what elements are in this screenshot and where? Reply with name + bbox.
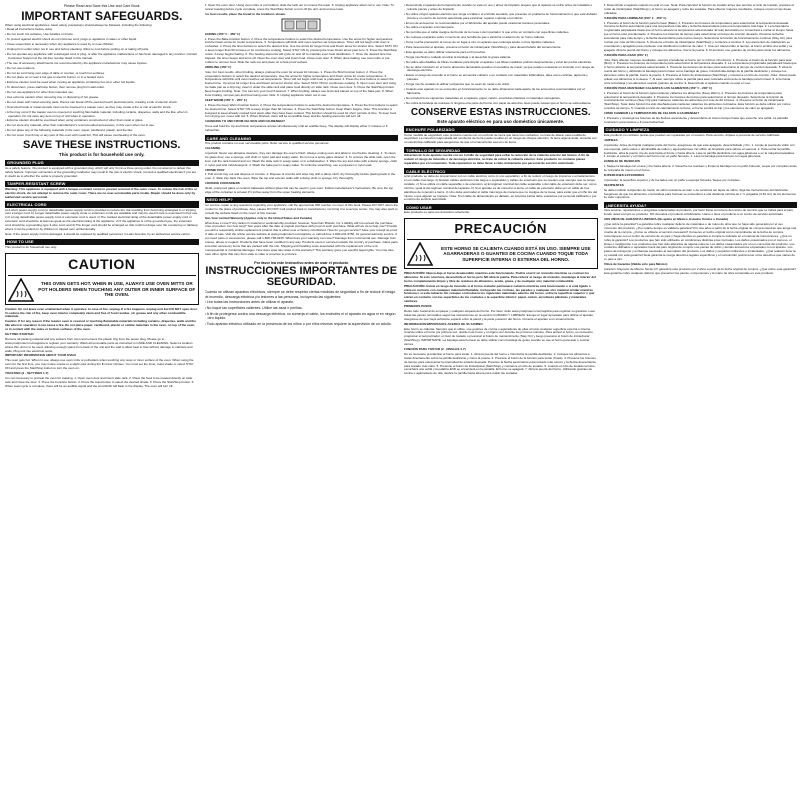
section-heading: CRUMB TRAY [204,167,225,172]
section-text: Para servicio, reparaciones o preguntas relacionadas al producto, por favor llame al número del centro de servicio que se indica para el país donde usted compró su producto. NO devuelva el producto al fabricante. Llame o lleve el producto a un centro de servicio autorizado. [603,208,793,217]
section-heading: PRIMEROS PASOS [404,304,432,309]
caution-note: Caution: Do not leave oven unattended when it operates. In case of fire, unplug. If a fire happens, unplug unit but DO NOT open door. To reduce the risk of fire, keep oven interior completely clean and free of food residue, oil, grease and any other combustible materials. [5,306,198,319]
section-text: As a safety feature, this product is equipped with a grounded plug, which will only fit into a three-prong outlet. Do not attempt to defeat this safety feature. Improper connection of the grounding conductor may result in the risk of electric shock. Consult a qualified electrician if you are in doubt as to whether the outlet is properly grounded. [5,165,197,178]
precaucion-text: ESTE HORNO SE CALIENTA CUANDO ESTÁ EN USO. SIEMPRE USE AGARRADERAS O GUANTES DE COCINA CUANDO TOQUE TODA SUPERFICIE INTERNA O EXTERNA DEL HORNO. [440,245,591,262]
section-heading: CABLE ELÉCTRICO [404,168,598,174]
section-heading: FUNCIÓN PARA MANTENER CALIENTES LOS ALIMENTOS (150° F - 200° F) [603,85,713,90]
list-item: • Do not use outdoors. [5,65,36,70]
save-title: SAVE THESE INSTRUCTIONS. [23,138,181,151]
column-english-use [205,4,399,798]
section-text: Este producto no contiene piezas que puedan ser reparadas por el usuario. Para servicio, diríjase a personal de servicio calificado. [603,132,781,137]
save-subtitle: This product is for household use only. [58,151,145,157]
section-heading: CHANGING TO AND FROM CELSIUS AND FAHRENHEIT [204,119,285,124]
section-heading: CARE AND CLEANING [205,135,399,141]
section-heading: TOASTING (2 - SETTINGS 1-7) [5,371,49,376]
safeguards-title: IMPORTANT SAFEGUARDS. [21,8,183,23]
column-spanish-use [604,4,798,798]
list-item: • Do not clean with metal scouring pads. Pieces can break off the pad and touch electrical parts, creating a risk of electric shock. [5,99,178,104]
section-heading: BROILING (450° F) [204,64,232,69]
precaucion-title: PRECAUCIÓN [454,221,547,237]
section-heading: KEEP WARM (150° F - 200° F) [204,97,247,102]
section-text: 1. Pull crumb tray out and dispose of crumbs. 2. Dispose of crumbs and wipe tray with a damp cloth; dry thoroughly before placing back in the oven. 3. Slide tray back into oven. Wipe the top and exterior walls with a damp cloth or sponge. Dry thoroughly. [204,172,396,181]
section-heading: ENCHUFE POLARIZADO [404,126,598,132]
section-heading: CLEANING [204,146,221,151]
section-heading: SUPERFICIES EXTERIORES [603,172,645,177]
list-item: • Tenga mucho cuidado al utilizar recipientes que no sean de metal o de vidrio. [404,82,511,87]
section-text: Metal, ovenproof glass or ceramic bakeware without glass lids can be used in your oven. Follow manufacturer's instructions. Be sure the top edge of the container is at least 1½ inches away from the upper heating elements. [204,186,394,194]
list-item: • No utilice el aparato a la intemperie. [404,25,455,30]
section-text: Remove all packing material and any stickers from oven and remove the plastic ring from the power plug. Please go to www.prodprotect.com/applica to register your warranty. Wash all removable parts as instructed in CARE AND CLEANING. Select a location where this unit is to be used, allowing enough space from back of the unit and the wall to allow heat to flow without damage to cabinets and walls. Plug unit into electrical outlet. [5,336,193,353]
spanish-note: Por favor lea este instructivo antes de usar el producto [254,260,349,265]
list-item: • A fire may occur if the toaster oven is covered or touching flammable material, including curtains, draperies, walls and the like, when in operation. Do not store any item on top of unit when in operation. [5,109,188,118]
tip-text: For best results, place the bread in the locations shown. [204,11,286,16]
section-heading: Póliza de Garantía (Válida sólo para México) [603,261,668,266]
section-text: Advertencia: Este aparato cuenta con un tornillo de seguridad para evitar la remoción de la cubierta exterior del mismo. A fin de reducir el riesgo de incendio o de descarga eléctrica, no trate de retirar la cubierta exterior. Este producto no contiene piezas reparables por el consumidor. Toda reparación se debe llevar a cabo únicamente por personal de servicio autorizado. [404,153,590,166]
section-text: 1. Presione y sostenga los botones de las flechas ascendente y descendente al mismo tiempo hasta que escuche una señal. La pantalla mostrará C para Celsius o F para Fahrenheit. [603,116,788,124]
section-heading: IMPORTANT INFORMATION ABOUT YOUR OVEN [5,353,76,358]
section-heading: RECIPIENTES [603,182,624,187]
section-heading: TAMPER-RESISTANT SCREW [5,181,199,187]
section-text: No es necesario precalentar el horno para tostar. 1. Abra la puerta del horno e introduzca la parrilla deslizante. 2. Coloque los alimentos a tostar directamente sobre la parrilla deslizante y cierre la puerta. 3. Presione el botón de la función para tostar (Toast). 4. Presione los botones de tiempo para seleccionar la intensidad de tostado deseada. Presione la flecha ascendente para tostado más oscuro y la flecha descendente para tostado más claro. 5. Presione el botón de iniciar/parar (Start/Stop) y comience el ciclo de tostado. 6. Cuando el ciclo de tostado termine, escuchará una señal y la palabra END se encenderá en la pantalla. El horno se apagará. 7. Abra la puerta del horno. Utilizando guantes de cocina o agarraderas de olla, deslice la parrilla hacia afuera para retirar las tostadas. [404,351,596,376]
list-item: • Do not store any material, other than manufacturer's recommended accessories, in this oven when not in use. [5,123,155,128]
list-item: • Do not place any of the following materials in the oven: paper, cardboard, plastic, and the like. [5,128,134,133]
list-item: • Do not touch hot surfaces. Use handles or knobs. [5,32,74,37]
caution-note: Caution: If for any reason if the toaster oven is covered or touching flammable materials including curtains, draperies, walls and the like when in operation it can cause a fire. Do not place paper, cardboard, plastic or similar materials in the oven, on top of the oven, or in contact with the sides or bottom surfaces of the oven. [5,319,196,332]
list-item: • Do not let cord hang over edge of table or counter, or touch hot surfaces. [5,70,105,75]
safeguards-list [5,28,199,137]
section-text: Este horno se calienta. Siempre que lo utilice, use guantes de cocina o agarraderas de ollas al tocar cualquier superficie externa o interna. Cuando utilice el horno por primera vez, quizás note humo y un ligero olor durante los primeros minutos. Para activar el horno, es necesario programar el temporizador, el nivel de tostado o presionar el botón de mantenimiento (Stay On) y luego presionar el botón de iniciar/parar (Start/Stop). IMPORTANTE: La bandeja para hornear se debe utilizar como bandeja de goteo cuando se use el horno para asar o cocinar carnes. [404,326,593,347]
section-text: 1. Presione el botón de la función para mantener calientes los alimentos (Keep Warm). 2. Presione los botones de temperatura para seleccionar la temperatura deseada. 3. Presione los botones de tiempo para seleccionar el tiempo deseado. Seleccione la función de funcionamiento continuo (Stay On) para mantener calientes los alimentos por más de 60 minutos. 4. Presione el botón de iniciar/parar (Start/Stop). Nota: Esta función ha sido diseñada para mantener calientes los alimentos cocinados. Esta función se debe utilizar por cortos periodos de tiempo. 5. Cuando el ciclo de calentamiento termine, el horno emitirá un bip y los elementos de calor se apagarán. [603,90,791,111]
list-item: • Read all instructions before using. [5,27,53,32]
section-heading: BAKING (150° F - 450° F) [204,31,241,36]
section-heading: COMO CAMBIAR LA TEMPERATURA DE CELSIUS A FAHRENHEIT [603,111,700,116]
section-note: Note: If the power supply cord is damaged, it should be replaced by qualified personnel; in Latin America, by an authorized service center. [5,231,191,236]
section-text: For service, repair or any questions regarding your appliance, call the appropriate 800 number on cover of this book. Please DO NOT return the product to the place of purchase. Also, please DO NOT mail product back to manufacturer, nor bring it to a service center. You may also want to consult the website listed on the cover of this manual. [204,202,398,215]
section-heading: BANDEJA DE RESIDUOS [603,159,640,164]
section-text: Importante: Antes de limpiar cualquier parte del horno, asegúrese de que esté apagado, desenchufado y frío. 1. Limpie la puerta de vidrio con una esponja, paño suave o almohadilla de nailon y agua jabonosa. No utilice un limpiador para vidrios en aerosol. 2. Para retirar la parrilla deslizante, abra la puerta, tire de ésta hacia el frente y hacia afuera. Lave la parrilla deslizante con agua jabonosa o en la máquina lavaplatos. 3. Limpie el exterior y el interior del horno con un paño húmedo. 4. Lave la bandeja para hornear con agua jabonosa. [603,142,796,159]
list-item: • Use extreme caution when removing tray or disposing of hot grease. [5,94,100,99]
section-text: This oven gets hot. When in use, always use oven mitts or potholders when touching any outer or inner surface of the oven. When using the oven for the first time, you may notice smoke or a slight odor during the first few minutes. You must set the timer, toast shade or select STAY ON and press the Start/Stop button to turn the oven on. [5,358,194,371]
hot-surface-icon [8,278,34,302]
top-note: Please Read and Save this Use and Care Book [63,4,140,8]
list-item: • No permita que el cable cuelgue del borde de la mesa o del mostrador ni que entre en contacto con superficies calientes. [404,30,570,35]
section-heading: NEED HELP? [205,197,399,203]
section-heading: DOS AÑOS DE GARANTÍA LIMITADA (No aplica en México, Estados Unidos o Canadá) [603,217,728,222]
column-spanish-safety [404,4,598,798]
list-item: • Extreme caution must be used when moving an appliance containing hot oil or other hot liquids. [5,80,136,85]
section-heading: COMO USAR [404,204,598,210]
section-text: It is not necessary to preheat the oven for toasting. 1. Open oven door and insert slide rack. 2. Place the food to be toasted directly on slide rack and close the door. 3. Press the Function button. 4. Press the toast button to select the desired shade. 5. Press the Start/Stop button. 6. When toast cycle is complete, there will be an audible signal and the word END will flash in the display. The oven will turn off. [5,375,195,388]
list-item: • Close supervision is necessary when any appliance is used by or near children. [5,42,114,47]
safeguards-intro: When using electrical appliances, basic safety precautions should always be followed, including the following: [5,22,153,27]
list-item: • Do not operate any appliance with a damaged cord or plug, or after the appliance malfunctions or has been damaged in any manner. Contact Consumer Support at the toll-free number listed in this manual. [5,51,197,60]
section-heading: GROUNDED PLUG [5,160,199,166]
caution-title: CAUTION [68,255,136,272]
column-english-safety [5,4,199,798]
conserve-title: CONSERVE ESTAS INSTRUCCIONES. [410,106,591,118]
list-item: • To protect against electric shock do not immerse cord, plugs or appliance in water or other liquid. [5,37,137,42]
section-text: a) El producto se debe de proporcionar con un cable eléctrico corto (o uno separable), a fin de reducir el riesgo de tropiezos o enredamientos en un cable más largo. b) Existen cables eléctricos más largos o separables y cables de extensión que se pueden usar siempre que se tenga cuidado. c) Si se utiliza un cable separable o de extensión, a) El régimen nominal del cable separable o del cable de extensión debe ser, como mínimo, igual al del régimen nominal del aparato. b) Si el aparato es de conexión a tierra, el cable de extensión debe ser un cable de tres alambres de conexión a tierra. c) Uno debe acomodar el cable más largo de manera que no cuelgue de la mesa, para evitar que el niño tire del mismo o que alguien se tropiece. Nota: Si el cable de alimentación es dañado, en América Latina debe sustituirse por personal calificado o por el centro de servicio autorizado. [404,174,598,202]
list-item: • Lea todas las instrucciones antes de utilizar el aparato. [204,300,295,305]
caution-box [5,253,199,305]
section-text: Note: For best results, when broiling, always preheat the oven for at least 10 minutes. 1. Press the Broil function button. 2. Press the temperature buttons to select the desired temperature. Use the arrow for higher temperature and Down arrow for cooler temperature. 3. Temperature will blink until oven reaches set temperature. Timer will not begin until oven is preheated. 4. Press the time buttons to select the desired time. Up arrow for longer time and Down arrow for shorter time. Select STAY ON for continuous cooking. 5. Open oven door and using the bake pan as a drip tray, insert it under the slide rack and place food directly on slide rack. Close oven door. 6. Press the Start/Stop button. Beep begins broiling. Note: You can turn your food if desired. 7. When broiling, always use broil rack placed on top of the bake pan. 8. When done broiling, remove pan and food using oven mitts. 9. Unplug appliance when not in use. [204,69,397,98]
section-heading: FUNCIÓN PARA HORNEAR (150° F - 450° F) [603,15,667,20]
list-item: • No utilice ningún aparato eléctrico que tenga el cable o el enchufe averiado, que presente un problema de funcionamiento o que esté dañado. Acuda a un centro de servicio autorizado para examinar, reparar o ajustar el producto. [404,11,598,20]
section-heading: TORNILLO DE SEGURIDAD [404,147,598,153]
conserve-subtitle: Este aparato eléctrico es para uso doméstico únicamente. [437,118,565,124]
section-text: What does it cover? Any defect in material or workmanship provided; however, Spectrum Brands, Inc.'s liability will not exceed the purchase price of product. For how long? Two years after the date of original purchase with proof of such purchase. What will we do to help you? Provide you with a reasonably similar replacement product that is either new or factory refurbished. How do you get service? Save your receipt as proof of date of sale. Visit the online service website at www.prodprotect.com/applica, or call toll-free 1-800-231-9786, for general warranty service. If you need parts or accessories, please call 1-800-738-0245. What does your warranty not cover? Damage from commercial use. Damage from misuse, abuse or neglect. Products that have been modified in any way. Products used or serviced outside the country of purchase. Glass parts and other accessory items that are packed with the unit. Shipping and handling costs associated with the replacement of the unit. Consequential or incidental damages. How does state law relate to this warranty? This warranty gives you specific legal rights. You may also have other rights that vary from state to state or province to province. [204,220,398,256]
section-heading: FUNCIÓN PARA ASAR (450° F) [603,52,648,57]
list-item: • No coloque el aparato sobre ni cerca de una hornilla de gas o eléctrica ni adentro de un horno caliente. [404,35,545,40]
section-text: Importante: la superficie superior y de los lados son un paño o esponja húmeda. Seque por completo. [603,177,741,182]
list-item: • Do not use appliance for other than intended use. [5,90,74,95]
list-item: • Extreme caution should be exercised when using containers constructed of other than metal or glass. [5,118,144,123]
section-text: Press and hold the Up and Down temperature arrows simultaneously until an audible beep. The display will display either C Celsius or F Fahrenheit. [204,124,388,133]
section-text: Warning: This appliance is equipped with a tamper-resistant screw to prevent removal of the outer cover. To reduce the risk of fire or electric shock, do not attempt to remove the outer cover. There are no user-serviceable parts inside. Repair should be done only by authorized service personnel. [5,186,197,199]
section-heading: ¿NECESITA AYUDA? [604,202,798,208]
list-item: • Desenchufe el aparato del tomacorriente cuando no esté en uso y antes de limpiarlo. Espere que el aparato se enfríe antes de instalarle o retirarle piezas y antes de limpiarlo. [404,4,593,11]
section-heading: LIMPIEZA [603,137,618,142]
section-heading: GETTING STARTED [5,332,34,336]
list-item: • Tome mucha precaución al mover de un lugar a otro un aparato que contenga aceite u otros líquidos calientes. [404,40,556,45]
section-text: 5. Open the oven door. Using oven mitts or pot holders, slide the rack out to remove the toast. 6. Unplug appliance when not in use. Note: To cancel toasting before cycle complete, press the Start/Stop button to turn off the unit, and remove toast. [204,4,394,11]
list-item: • A fin de protegerse contra una descarga eléctrica, no sumerja el cable, los enchufes ni el aparato en agua ni en ningún otro líquido. [204,311,396,321]
section-text: 1. Press the Keep Warm function button. 2. Press the temperature buttons to select the desired temperature. 3. Press the time buttons to select the desired time. Select STAY ON to keep longer than 60 minutes. 4. Press the Start/Stop button. Keep Warm begins. Note: This function is designed to keep already cooked food warm after they have been cooked. This function should be used for short periods of time. To keep food from drying out, cover with foil. 5. When finished, there will be an audible beep and the heating elements will turn off. [204,102,398,119]
precaucion-box [404,218,598,269]
section-heading: Two-Year Limited Warranty (Applies only in the United States and Canada) [204,215,312,220]
section-text: a) A short power-supply cord (or detachable power-supply cord) is provided to reduce the risk resulting from becoming entangled in or tripping over a longer cord. b) Longer detachable power-supply cords or extension cords are available and may be used if care is exercised in their use. c) If a long detachable power-supply cord or extension cord is used: 1) The marked electrical rating of the detachable power-supply cord or extension cord should be at least as great as the electrical rating of the appliance; 2) If the appliance is of the grounded type, the extension cord should be a grounding-type 3-wire cord; and 3) The longer cord should be arranged so that it will not drape over the countertop or tabletop where it can be pulled on by children or tripped over unintentionally. [5,207,199,231]
list-item: • Do not place on or near a hot gas or electric burner, or in a heated oven. [5,75,105,80]
section-heading: FUNCIÓN PARA TOSTAR (2 - NIVELES 1-7) [404,347,466,352]
list-item: • Existe el riesgo de incendio si el horno se encuentra cubierto o en contacto con materiales inflamables, tales como cortinas, tapicería y paredes. [404,73,588,82]
list-item: • No toque las superficies calientes. Utilice las asas o perillas. [204,305,303,310]
section-heading: HOW TO USE [5,239,199,245]
section-text: This product contains no user serviceable parts. Refer service to qualified service personnel. [204,141,330,146]
list-item: • No se debe introducir en el horno alimentos demasiado grandes ni utensilios de metal, ya que pueden ocasionar un incendio o un riesgo de descarga eléctrica. [404,64,595,73]
caution-text: THIS OVEN GETS HOT. WHEN IN USE, ALWAYS USE OVEN MITTS OR POT HOLDERS WHEN TOUCHING ANY OUTER OR INNER SURFACE OF THE OVEN. [38,281,196,298]
toast-placement-icon [281,18,321,32]
list-item: • Do not cover crumb tray or any part of this oven with metal foil. This will cause overheating of the oven. [5,133,146,138]
section-text: Nota: Para obtener mejores resultados, siempre precaliente el horno por lo mínimo 10 minutos. 1. Presione el botón de la función para asar (Broil). 2. Presione los botones de temperatura para seleccionar la temperatura deseada. 3. La temperatura programada parpadeará hasta que el horno alcance la temperatura seleccionada. 4. Presione los botones de tiempo para seleccionar el tiempo de cocción deseado. 5. Abra la puerta del horno y utilizando la bandeja para hornear como bandeja de goteo, introdúzcala debajo de la parrilla deslizante y coloque los alimentos sobre la parrilla. Cierre la puerta. 6. Presione el botón de iniciar/parar (Start/Stop) y comience el ciclo de cocción. Nota: Usted puede voltear sus alimentos si lo desea. 7. Al asar, siempre utilice la parrilla para asar colocada encima de la bandeja para hornear. 8. Al terminar, retire la bandeja y los alimentos usando guantes de cocina. 9. Desenchufe el aparato cuando no esté en uso. [603,57,797,85]
section-text: Duración: Rayovac de México SA de CV garantiza este producto por 2 años a partir de la fecha original de compra. ¿Qué cubre esta garantía? Esta garantía cubre cualquier defecto que presenten las piezas, componentes y la mano de obra contenidas en este producto. [603,266,797,275]
list-item: • Este aparato se debe utilizar solamente para el fin previsto. [404,49,487,54]
precaucion-note: PRECAUCIÓN: Existe el riesgo de incendio si el horno tostador permanece cubierto mientras está funcionando o si está ligado o entra en contacto con cualquier material inflamable, incluyendo las cortinas, las paredes y cualquier otro material similar mientras funciona o si está cubierto. No coloque o introduzca los siguientes materiales adentro del horno, sobre la superficie superior o que entren en contacto con las superficies de los costados o la superficie inferior: papel, cartón, envolturas plásticas y materiales similares. [404,283,595,304]
list-item: • No introduzca los siguientes materiales en el aparato: papel, cartón, envolturas plásticas ni materiales semejantes. [404,95,561,100]
list-item: • Tenga muchísimo cuidado al retirar la bandeja o al desechar la grasa caliente. [404,54,512,59]
precaucion-note: PRECAUCIÓN: Nunca deje el horno desatendido mientras esté funcionando. Podría ocurrir un incendio mientras se cocinan los alimentos. Si esto ocurriera, desenchufe el horno pero NO abra la puerta. Para reducir el riesgo de incendio, mantenga el interior del horno completamente limpio y libre de residuos de alimentos, aceite, grasa, y de cualquier otro material combustible. [404,271,596,283]
list-item: • No cubra la bandeja de residuos ni ninguna otra parte del horno con papel de aluminio. Esto puede causar que el horno se sobrecaliente. [404,100,592,105]
section-heading: COOKING CONTAINERS [204,181,240,186]
section-text: 8. Desenchufe el aparato cuando no esté en uso. Nota: Para cancelar la función de tostado antes que termine el ciclo de tostado, presione el botón de iniciar/parar (Start/Stop) y el horno se apagará y retire las tostadas. Para obtener mejores resultados, coloque el pan en las áreas indicadas. [603,4,794,15]
list-item: • Todo aparato eléctrico utilizado en la presencia de los niños o por ellos mismos requiere la supervisión de un adulto. [204,321,392,326]
section-text: 1. Saque la bandeja con el asa y tire hacia afuera. 2. Deseche los residuos y limpie la bandeja con un paño húmedo; seque por completo antes de colocarla de nuevo en el horno. [603,164,797,173]
spanish-safeguards-title: INSTRUCCIONES IMPORTANTES DE SEGURIDAD. [205,265,398,289]
section-text: 1. Press the Bake function button. 2. Press the temperature buttons to select the desired temperature. Use the arrow for higher temperature and the Down arrow for cooler temperature. 3. Temperature will blink until oven reaches set temperature. Timer will not begin until oven is preheated. 4. Press the time buttons to select the desired time. Use the arrow for longer time and Down arrow for shorter time. Select STAY ON to keep longer than 60 minutes or for continuous cooking. Select STAY ON by pressing the timer Down arrow past zero. 5. Press the Start/Stop button. A beep begins baking. 6. The heating elements will cycle on and off to maintain even heat distribution. 7. Once the desired time has elapsed, the timer beeps and turns off. Open the oven door and insert food. Close oven door. 8. When done baking, use oven mitts or pot holders to remove food. Slide the rack out and place on a heat proof surface. [204,36,398,64]
section-heading: INFORMACIÓN IMPORTANTE ACERCA DE SU HORNO [404,321,483,326]
section-text: ¿Qué cubre la garantía? La garantía cubre cualquier defecto de materiales o de mano de obra que no haya sido generado por el uso incorrecto del producto. ¿Por cuánto tiempo es válida la garantía? Por dos años a partir de la fecha original de compra mientras que tenga una prueba de la compra. ¿Cómo se obtiene el servicio necesario? Conserve el recibo original como comprobante de la fecha de compra, comuníquese con el centro de servicio de su país y haga efectiva su garantía si cumple lo indicado en el manual de instrucciones. ¿Qué no cubre la garantía? Los productos que han sido utilizados en condiciones distintas a las normales. Los daños ocasionados por el mal uso, el abuso o negligencia. Los productos que han sido alterados de alguna manera. Los daños ocasionados por el uso comercial del producto. Los productos utilizados o reparados fuera del país original de compra. Las piezas de vidrio y demás accesorios empacados con el aparato. Los gastos de transporte y embarque asociados al reemplazo del producto. Los daños y perjuicios indirectos o incidentales. ¿Qué relación tiene la ley estatal con esta garantía? Esta garantía le otorga derechos legales específicos y el consumidor podría tener otros derechos que varían de un país a otro. [603,222,797,262]
list-item: • Para desconectar el aparato, presione el botón de iniciar/parar (Start/Stop) y para desenchufarlo del tomacorriente. [404,45,562,50]
section-heading: ELECTRICAL CORD [5,201,199,207]
list-item: • Cuando este aparato no se encuentre en funcionamiento no se debe almacenar nada aparte de los accesorios recomendados por el fabricante. [404,87,585,95]
list-item: • Unplug from outlet when not in use and before cleaning. Allow to cool before putting on or taking off parts. [5,47,150,52]
section-text: Como medida de seguridad, este producto cuenta con un enchufe de tierra que tiene tres contactos, no trate de alterar esta medida de seguridad. La conexión inapropiada del conductor de tierra puede resultar en un riesgo de choque eléctrico. Si tiene alguna duda, consulte con un electricista calificado para asegurarse de que el tomacorriente sea uno de tierra. [404,132,597,145]
list-item: • Oversized foods or metal utensils must not be inserted in a toaster oven, as they may create a fire or risk of electric shock. [5,104,172,109]
section-text: 1. Presione el botón de la función para hornear (Bake). 2. Presione los botones de temperatura para seleccionar la temperatura deseada. Presione la flecha ascendente para una temperatura más alta y la flecha descendente para una temperatura más baja. 3. La temperatura programada parpadeará hasta que el horno alcance la temperatura seleccionada. El reloj automático no comenzará a contar el tiempo hasta que el horno esté precalentado. 4. Presione los botones de tiempo para seleccionar el tiempo de cocción deseado. Presione la flecha ascendente para más tiempo y la flecha descendente para menos tiempo. Seleccione la función de funcionamiento continuo (Stay On) para cocinar por más de 60 minutos. 5. Presione el botón de iniciar/parar (Start/Stop) y comience a cocinar. 6. Los elementos de calefacción se encenderán y apagarán para mantener una distribución uniforme de calor. 7. Una vez transcurrido el tiempo, el horno emitirá una señal y se apagará. Abra la puerta del horno y coloque los alimentos. Cierre la puerta. 8. Al terminar, use guantes de cocina para retirar los alimentos. [603,20,794,52]
list-item: • El uso de accesorios no recomendados por el fabricante del aparato puede ocasionar lesiones personales. [404,20,551,25]
section-text: Este producto es para uso doméstico solamente. [404,210,471,215]
section-text: This product is for household use only. [5,244,57,249]
section-text: Retire todo material de empaque y cualquier etiqueta del horno. Por favor visite www.prodprotect.com/applica para registrar su garantía. Lave todas las piezas removibles según las instrucciones en la sección CUIDADO Y LIMPIEZA. Escoja un lugar apropiado para utilizar el aparato. Asegúrese de que haya suficiente espacio entre la pared y la parte posterior del horno. Conecte el aparato a un tomacorriente. [404,309,596,321]
list-item: • No utilice almohadillas de fibras metálicas para limpiar el aparato. Las fibras metálicas podrían desprenderse y tocar las piezas eléctricas. [404,59,592,64]
list-item: • To disconnect, press start/stop button, then remove plug from wall outlet. [5,85,105,90]
hot-surface-icon [407,242,433,266]
list-item: • The use of accessory attachments not recommended by the appliance manufacturer may cause injuries. [5,60,148,65]
section-text: Se deben utilizar recipientes de metal, de vidrio resistente al calor o de cerámica sin tapas de vidrio. Siga las instrucciones del fabricante. Asegúrese de que los alimentos o la bandeja para hornear se encuentren a una distancia mínima de 1 ½ pulgadas (3.81 cm) de los elementos de calor superiores. [603,187,796,200]
section-text: Important: Never use abrasive cleaners, they can damage the oven's finish. Always unplug oven and allow to cool before cleaning. 1. To clean the glass door, use a sponge, soft cloth or nylon pad and soapy water. Do not use a spray glass cleaner. 2. To remove the slide rack, open the door, pull the rack forward and out. Wash the slide rack in soapy water or in a dishwasher. 3. Wipe the top and sides with a damp sponge, cloth or nylon pad and mild detergent. 4. Wash the bake pan in soapy water. To minimize scratching, use a polyester or nylon pad. [204,150,397,167]
spanish-intro: Cuando se utilizan aparatos eléctricos, siempre se debe respetar ciertas medidas de seguridad a fin de reducir el riesgo de incendio, descarga eléctrica y/o lesiones a las personas, incluyendo las siguientes: [204,290,396,299]
section-heading: CUIDADO Y LIMPIEZA [604,127,798,133]
